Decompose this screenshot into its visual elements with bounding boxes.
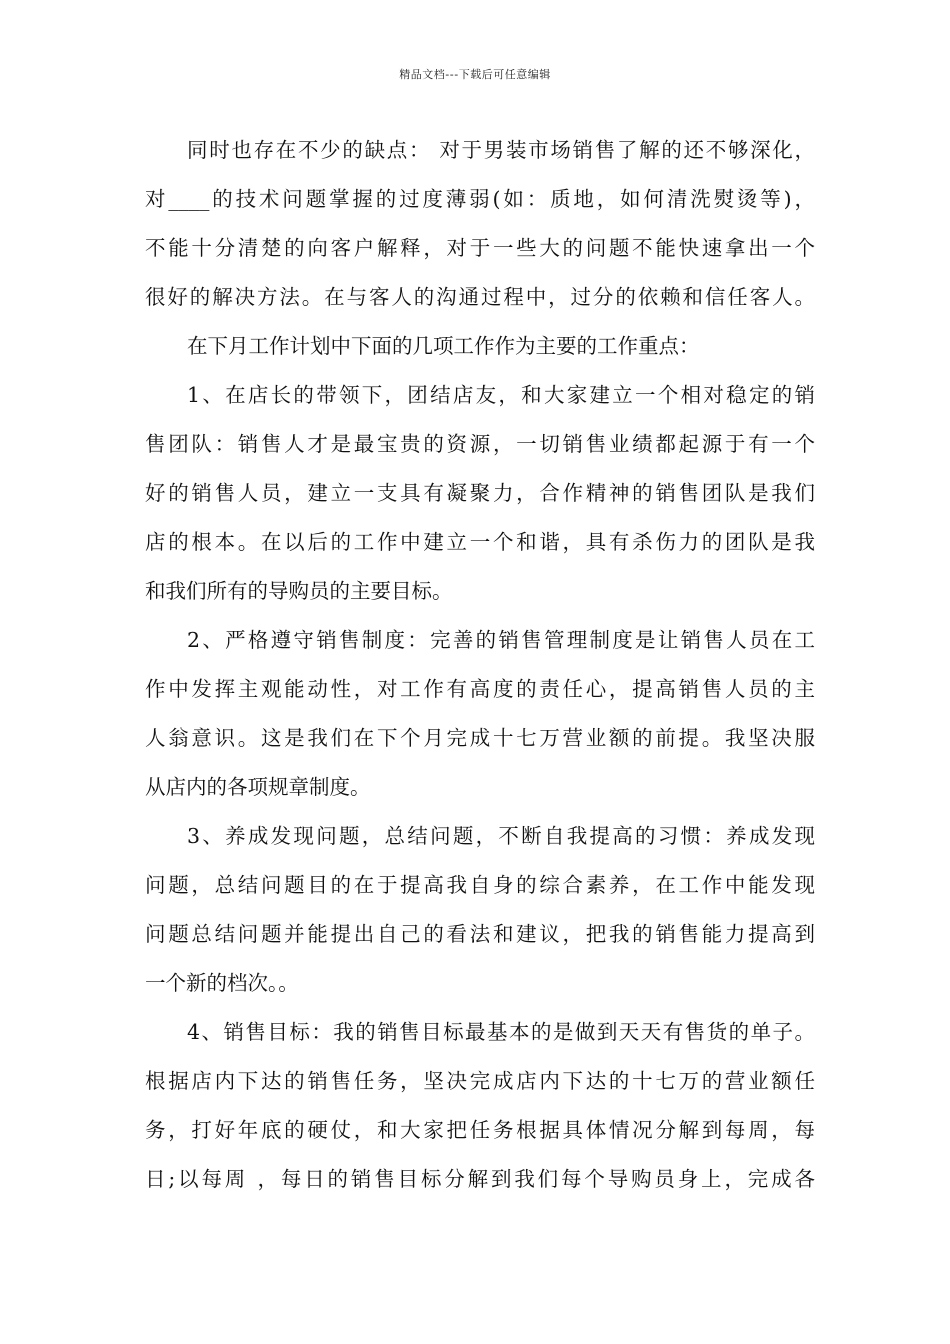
paragraph-line: 务，打好年底的硬仗，和大家把任务根据具体情况分解到每周，每 — [145, 1118, 815, 1142]
paragraph-line: 2、严格遵守销售制度：完善的销售管理制度是让销售人员在工 — [187, 628, 815, 652]
paragraph-line: 很好的解决方法。在与客人的沟通过程中，过分的依赖和信任客人。 — [145, 285, 815, 309]
paragraph-line: 1、在店长的带领下，团结店友，和大家建立一个相对稳定的销 — [187, 383, 815, 407]
paragraph-line: 从店内的各项规章制度。 — [145, 775, 371, 799]
paragraph-line: 3、养成发现问题，总结问题，不断自我提高的习惯：养成发现 — [187, 824, 815, 848]
paragraph-line: 问题总结问题并能提出自己的看法和建议，把我的销售能力提高到 — [145, 922, 815, 946]
paragraph-line: 售团队：销售人才是最宝贵的资源，一切销售业绩都起源于有一个 — [145, 432, 815, 456]
paragraph-line: 对____的技术问题掌握的过度薄弱(如：质地，如何清洗熨烫等)， — [145, 187, 815, 211]
paragraph-line: 店的根本。在以后的工作中建立一个和谐，具有杀伤力的团队是我 — [145, 530, 815, 554]
paragraph-line: 同时也存在不少的缺点： 对于男装市场销售了解的还不够深化， — [187, 138, 815, 162]
page-header: 精品文档---下载后可任意编辑 — [399, 68, 551, 81]
paragraph-line: 作中发挥主观能动性，对工作有高度的责任心，提高销售人员的主 — [145, 677, 815, 701]
paragraph-line: 日;以每周 ，每日的销售目标分解到我们每个导购员身上，完成各 — [145, 1167, 815, 1191]
paragraph-line: 一个新的档次。。 — [145, 971, 299, 995]
paragraph-line: 和我们所有的导购员的主要目标。 — [145, 579, 453, 603]
paragraph-line: 好的销售人员，建立一支具有凝聚力，合作精神的销售团队是我们 — [145, 481, 815, 505]
paragraph-line: 根据店内下达的销售任务，坚决完成店内下达的十七万的营业额任 — [145, 1069, 815, 1093]
paragraph-line: 问题，总结问题目的在于提高我自身的综合素养，在工作中能发现 — [145, 873, 815, 897]
document-body — [145, 130, 815, 1208]
paragraph-line: 4、销售目标：我的销售目标最基本的是做到天天有售货的单子。 — [187, 1020, 815, 1044]
paragraph-line: 在下月工作计划中下面的几项工作作为主要的工作重点： — [187, 334, 700, 358]
paragraph-line: 不能十分清楚的向客户解释，对于一些大的问题不能快速拿出一个 — [145, 236, 815, 260]
paragraph-line: 人翁意识。这是我们在下个月完成十七万营业额的前提。我坚决服 — [145, 726, 815, 750]
